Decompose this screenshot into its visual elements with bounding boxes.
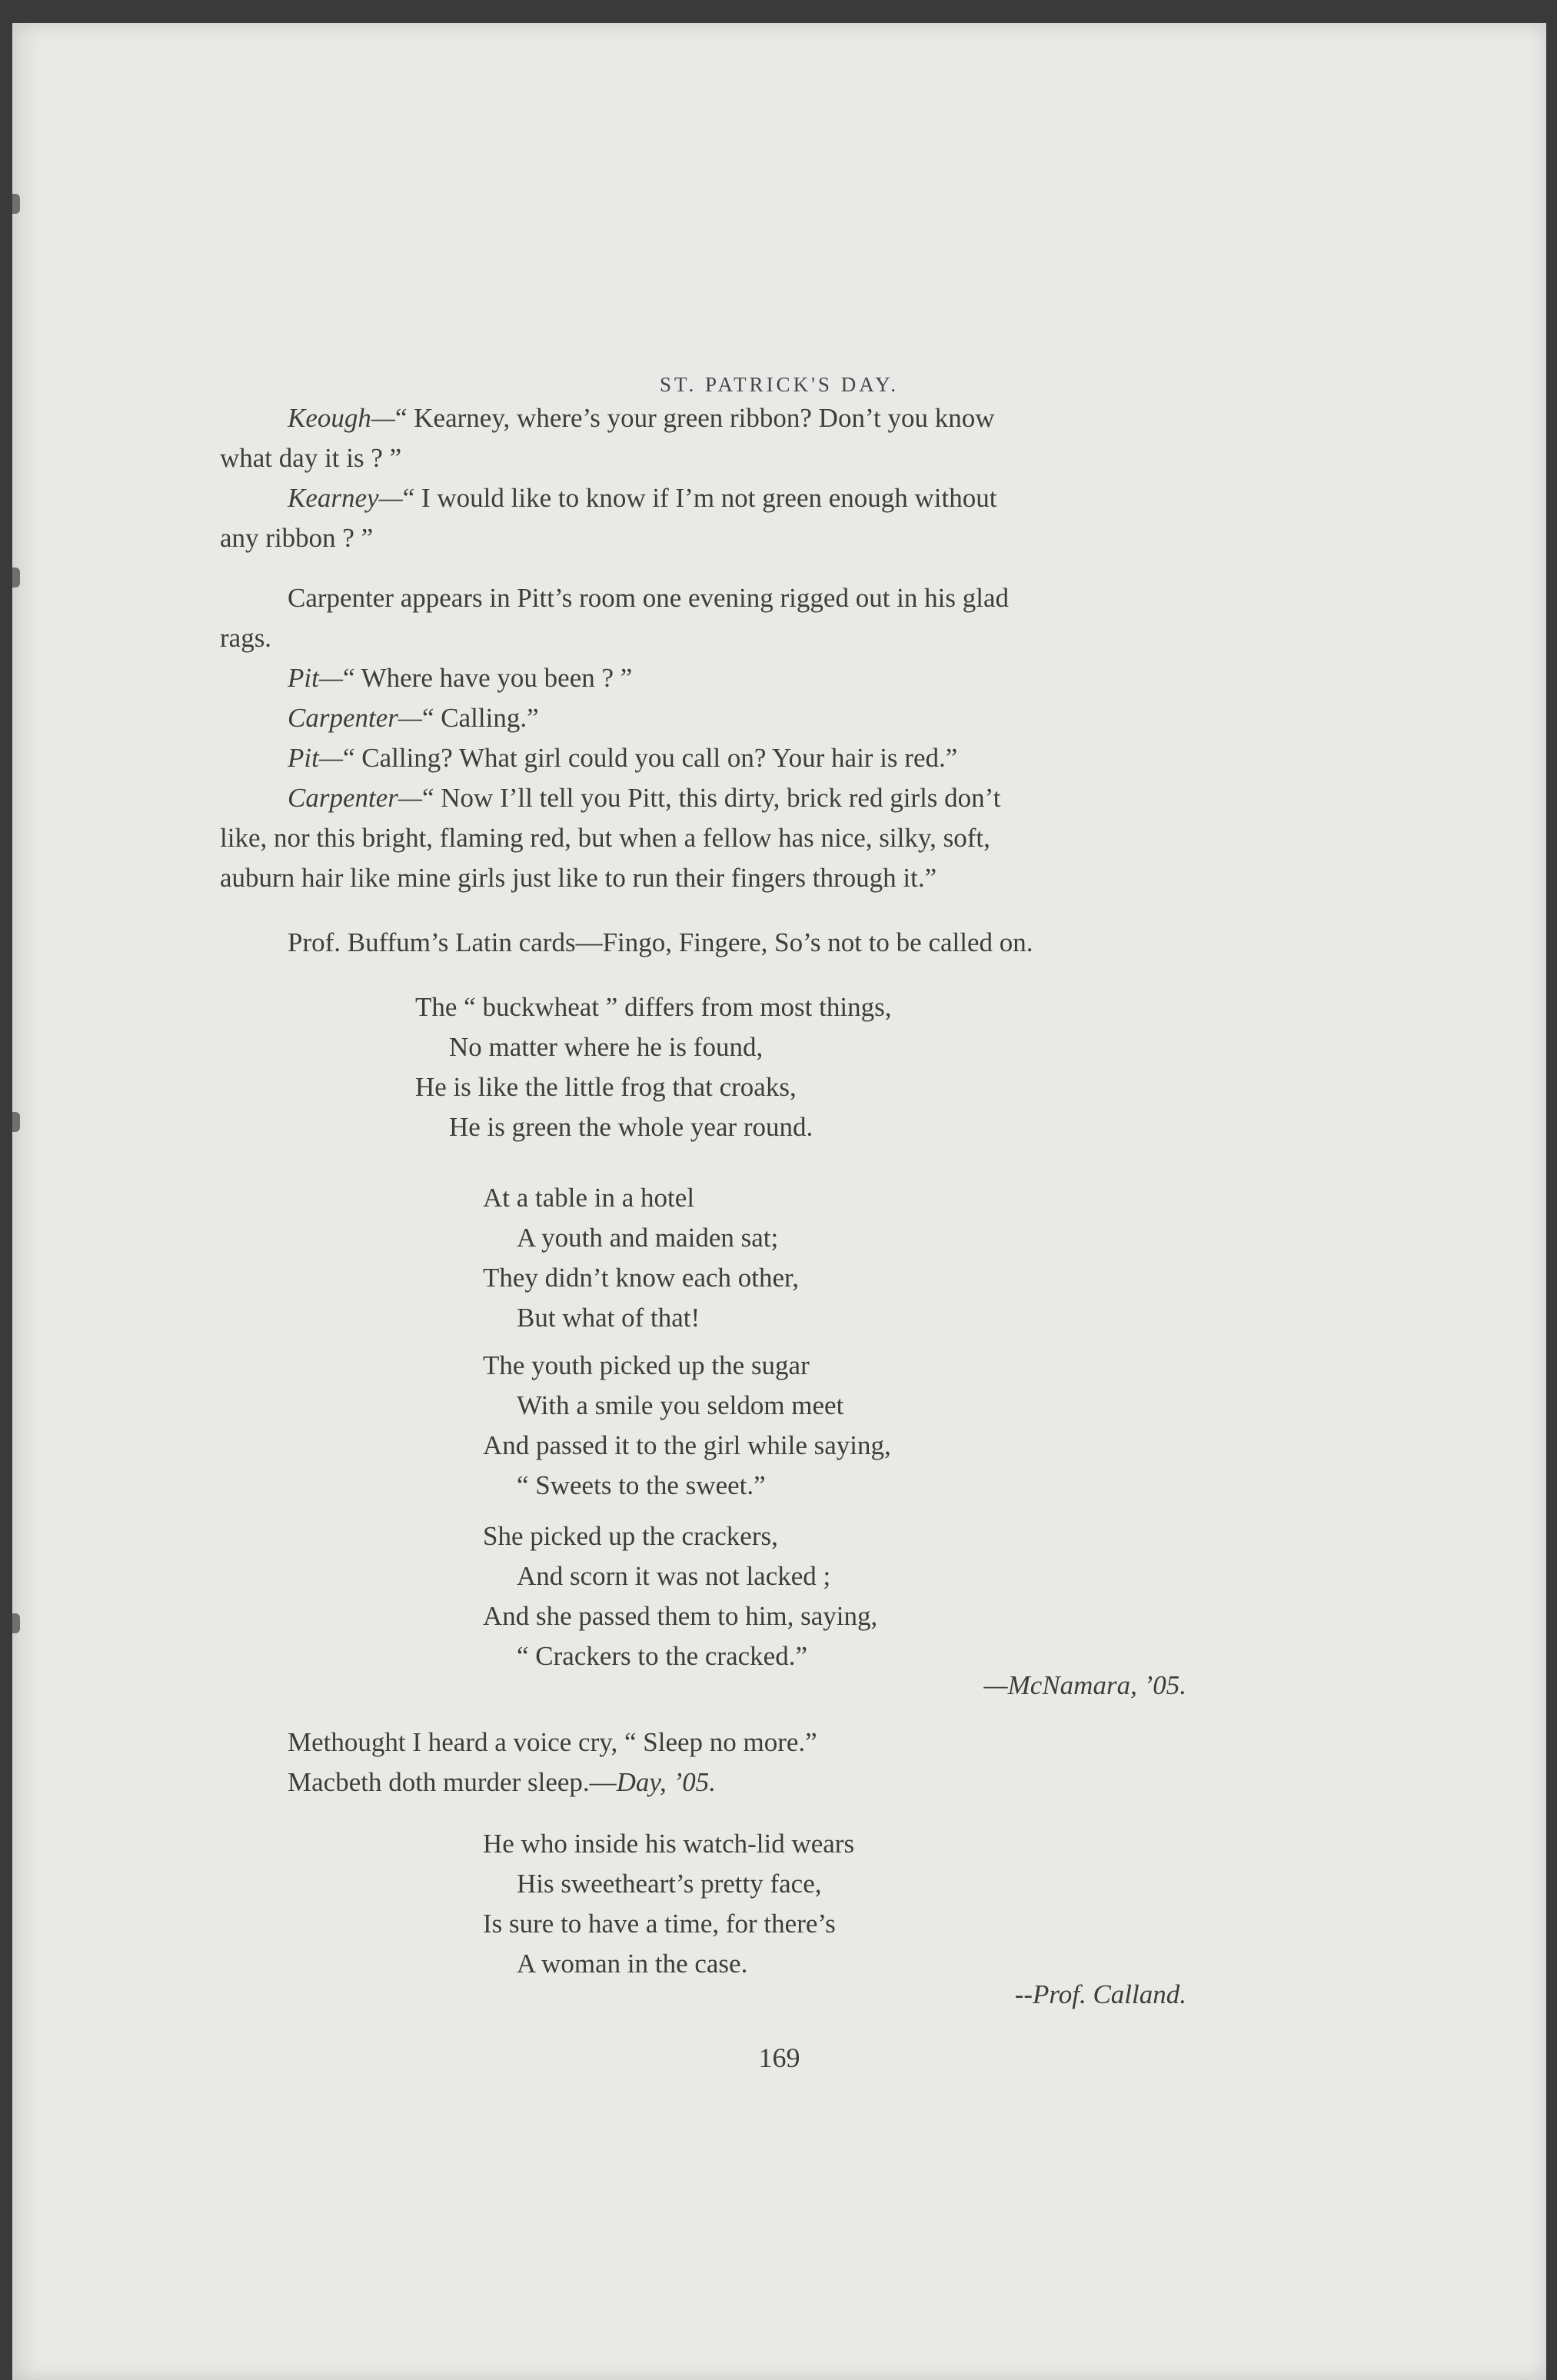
poem-line: He is like the little frog that croaks, <box>415 1072 797 1102</box>
poem-line: Is sure to have a time, for there’s <box>483 1909 836 1939</box>
poem-line: No matter where he is found, <box>449 1032 764 1062</box>
book-page <box>12 23 1546 2380</box>
dialogue-text: “ Calling.” <box>422 703 539 733</box>
poem-watch <box>483 1824 854 1984</box>
signature: Day, ’05. <box>616 1767 716 1797</box>
joke-text: “ Now I’ll tell you Pitt, this dirty, brick red girls don’t <box>422 783 1001 813</box>
poem-hotel <box>483 1178 799 1338</box>
poem-line: And passed it to the girl while saying, <box>483 1430 891 1460</box>
poem-line: With a smile you seldom meet <box>517 1390 844 1420</box>
joke-text: what day it is ? ” <box>220 443 402 473</box>
poem-line: But what of that! <box>517 1303 700 1333</box>
joke-macbeth <box>288 1723 817 1802</box>
poem-hotel-stanza <box>483 1346 891 1506</box>
joke-text: rags. <box>220 623 272 653</box>
poem-line: His sweetheart’s pretty face, <box>517 1869 822 1899</box>
poem-line: She picked up the crackers, <box>483 1521 778 1551</box>
speaker-label: Pit— <box>288 743 343 773</box>
poem-line: They didn’t know each other, <box>483 1263 800 1293</box>
poem-hotel-stanza <box>483 1516 877 1676</box>
joke-text: like, nor this bright, flaming red, but when a fellow has nice, silky, soft, <box>220 823 990 853</box>
speaker-label: Kearney— <box>288 483 403 513</box>
joke-text: auburn hair like mine girls just like to run their fingers through it.” <box>220 863 937 893</box>
poem-line: A youth and maiden sat; <box>517 1223 779 1253</box>
joke-buffum <box>288 923 1243 963</box>
poem-line: He is green the whole year round. <box>449 1112 813 1142</box>
running-head: ST. PATRICK'S DAY. <box>660 373 899 396</box>
poem-line: And scorn it was not lacked ; <box>517 1561 831 1591</box>
joke-text: Macbeth doth murder sleep.— <box>288 1767 617 1797</box>
speaker-label: Pit— <box>288 663 343 693</box>
signature: —McNamara, ’05. <box>983 1670 1186 1700</box>
joke-text: Methought I heard a voice cry, “ Sleep no more.” <box>288 1727 817 1757</box>
binding-mark <box>12 568 20 588</box>
joke-text: Carpenter appears in Pitt’s room one evening rigged out in his glad <box>288 583 1009 613</box>
poem-buckwheat <box>415 987 891 1147</box>
joke-text: “ Kearney, where’s your green ribbon? Don’t you know <box>395 403 995 433</box>
dialogue-text: “ Where have you been ? ” <box>342 663 633 693</box>
page-number: 169 <box>758 2042 800 2073</box>
poem-line: “ Crackers to the cracked.” <box>517 1641 807 1671</box>
binding-mark <box>12 194 20 214</box>
binding-mark <box>12 1613 20 1633</box>
poem-line: He who inside his watch-lid wears <box>483 1829 855 1859</box>
poem-line: The “ buckwheat ” differs from most things, <box>415 992 892 1022</box>
dialogue-text: “ Calling? What girl could you call on? Your hair is red.” <box>342 743 958 773</box>
speaker-label: Keough— <box>288 403 395 433</box>
signature: --Prof. Calland. <box>1014 1979 1186 2009</box>
joke-text: Prof. Buffum’s Latin cards—Fingo, Fingere, So’s not to be called on. <box>288 927 1033 957</box>
speaker-label: Carpenter— <box>288 783 422 813</box>
joke-text: any ribbon ? ” <box>220 523 374 553</box>
joke-text: “ I would like to know if I’m not green enough without <box>402 483 997 513</box>
poem-line: A woman in the case. <box>517 1949 748 1979</box>
joke-carpenter <box>220 578 1243 898</box>
joke-keough <box>220 398 1243 558</box>
binding-mark <box>12 1112 20 1132</box>
speaker-label: Carpenter— <box>288 703 422 733</box>
poem-line: “ Sweets to the sweet.” <box>517 1470 766 1500</box>
poem-line: And she passed them to him, saying, <box>483 1601 878 1631</box>
poem-line: The youth picked up the sugar <box>483 1350 810 1380</box>
poem-line: At a table in a hotel <box>483 1183 695 1213</box>
